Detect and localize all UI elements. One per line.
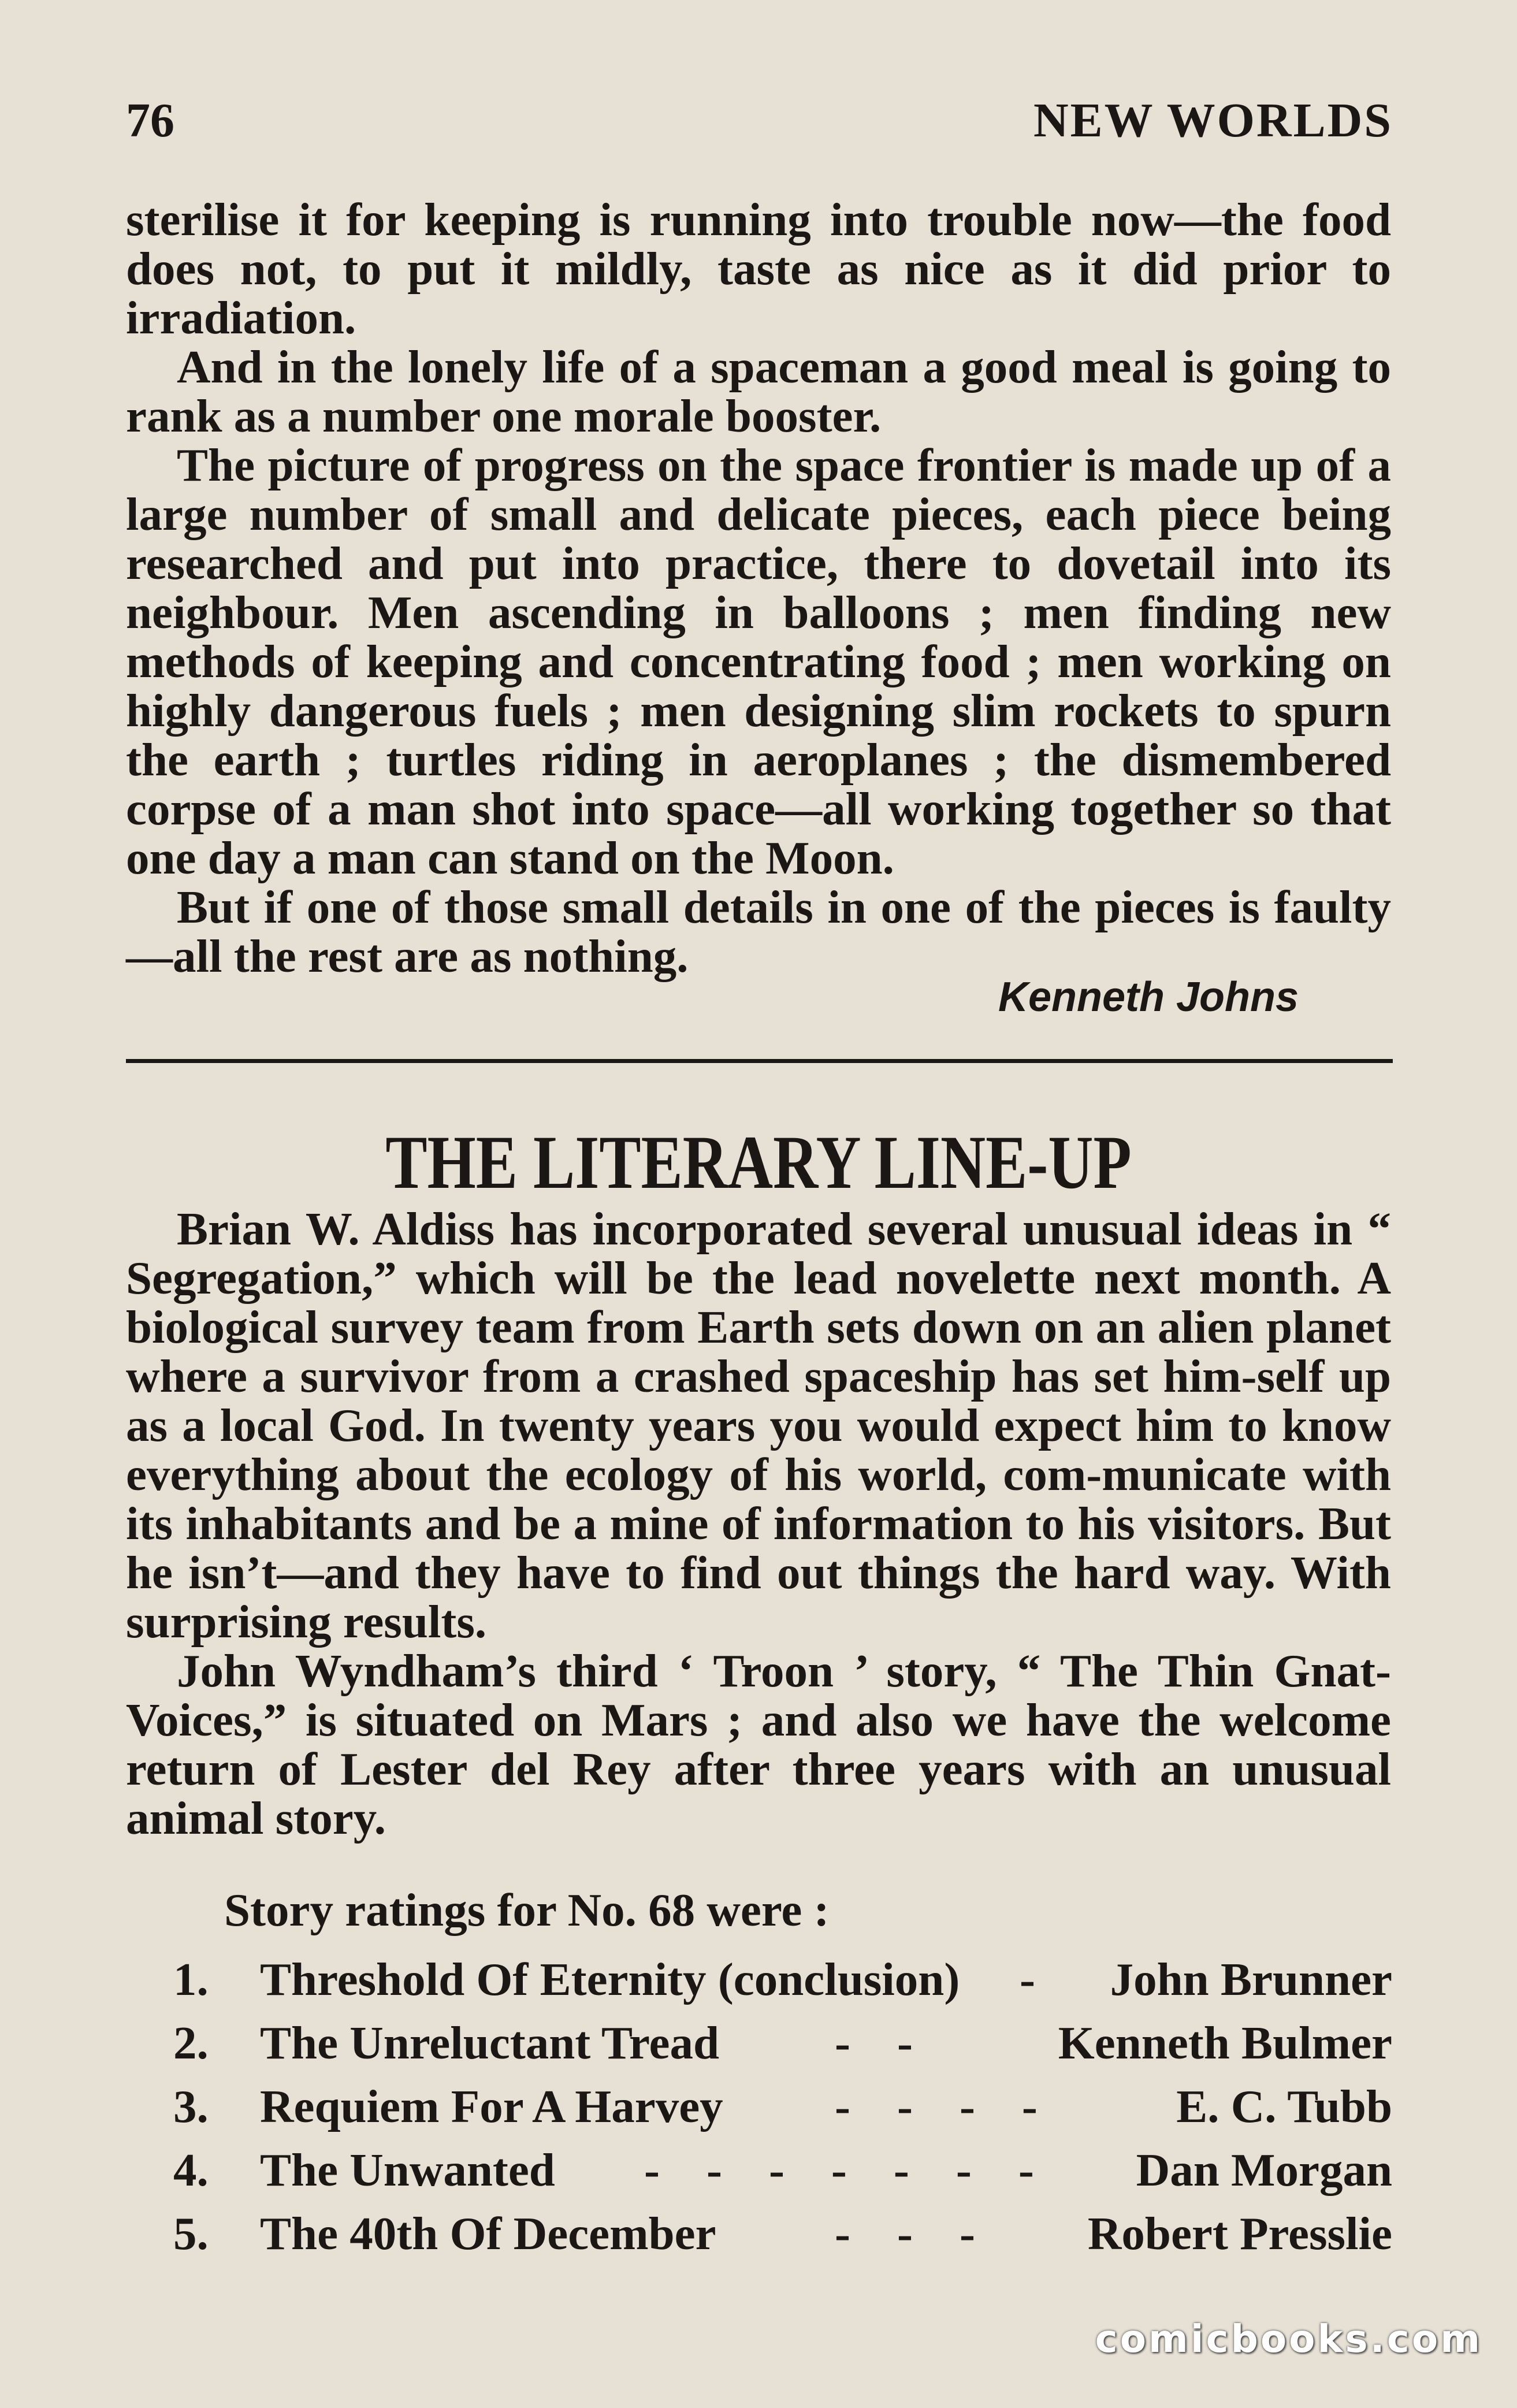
rating-author: Kenneth Bulmer [1058,2017,1392,2069]
article-paragraph: But if one of those small details in one of the pieces is faulty —all the rest are as nothing. [126,881,1391,982]
rating-leader: - - - - [835,2080,1038,2132]
article-body [126,195,1391,981]
rating-story-title: Threshold Of Eternity (conclusion) [260,1953,960,2005]
rating-row [173,2207,1392,2270]
ratings-list [173,1953,1392,2270]
section-paragraph: John Wyndham’s third ‘ Troon ’ story, “ The Thin Gnat-Voices,” is situated on Mars ; and also we have the welcome return of Lester del Rey after three years with an unusual animal story. [126,1645,1391,1844]
rating-number: 1. [173,1953,209,2005]
section-body [126,1205,1391,1843]
rating-row [173,2080,1392,2143]
rating-leader: - [1020,1953,1035,2005]
rating-author: John Brunner [1110,1953,1392,2005]
section-title: THE LITERARY LINE-UP [385,1120,1132,1205]
rating-author: Dan Morgan [1136,2144,1392,2196]
rating-row [173,2143,1392,2207]
rating-author: E. C. Tubb [1176,2080,1392,2132]
rating-row [173,1953,1392,2016]
ratings-intro: Story ratings for No. 68 were : [224,1884,830,1936]
rating-leader: - - - - - - - [644,2144,1034,2196]
article-paragraph: The picture of progress on the space frontier is made up of a large number of small and delicate pieces, each piece being researched and put into practice, there to dovetail into its neighbour. Men ascending in balloons ; men finding new methods of keeping and concentrating food ; men working on highly dangerous fuels ; men designing slim rockets to spurn the earth ; turtles riding in aeroplanes ; the dismembered corpse of a man shot into space—all working together so that one day a man can stand on the Moon. [126,439,1391,884]
section-divider [126,1059,1393,1063]
rating-number: 4. [173,2144,209,2196]
rating-leader: - - - [835,2208,975,2260]
rating-author: Robert Presslie [1087,2208,1392,2260]
article-author-signature: Kenneth Johns [998,974,1299,1020]
rating-row [173,2016,1392,2080]
article-paragraph: sterilise it for keeping is running into trouble now—the food does not, to put it mildly, taste as nice as it did prior to irradiation. [126,194,1391,344]
rating-story-title: The 40th Of December [260,2208,716,2260]
rating-number: 3. [173,2080,209,2132]
rating-leader: - - [835,2017,913,2069]
running-header-title: NEW WORLDS [1033,94,1393,147]
site-watermark: comicbooks.com [1095,2317,1482,2361]
rating-story-title: Requiem For A Harvey [260,2080,723,2132]
section-paragraph: Brian W. Aldiss has incorporated several unusual ideas in “ Segregation,” which will be the lead novelette next month. A biological survey team from Earth sets down on an alien planet where a survivor from a crashed spaceship has set him-self up as a local God. In twenty years you would expect him to know everything about the ecology of his world, com-municate with its inhabitants and be a mine of information to his visitors. But he isn’t—and they have to find out things the hard way. With surprising results. [126,1203,1391,1648]
rating-number: 2. [173,2017,209,2069]
article-paragraph: And in the lonely life of a spaceman a good meal is going to rank as a number one morale booster. [126,341,1391,442]
page-number: 76 [126,94,174,147]
rating-story-title: The Unwanted [260,2144,555,2196]
rating-number: 5. [173,2208,209,2260]
rating-story-title: The Unreluctant Tread [260,2017,720,2069]
